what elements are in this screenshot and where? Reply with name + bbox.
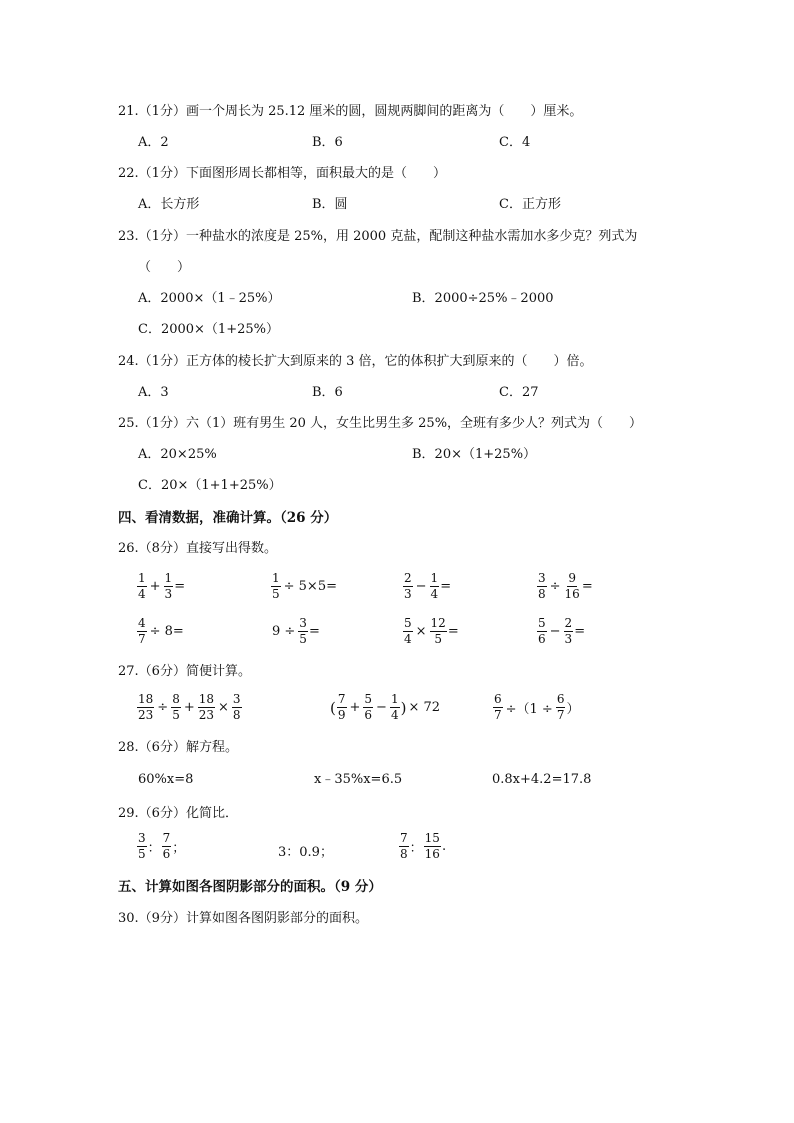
numerator: 12 — [430, 616, 446, 630]
q29-ratio-2: 3：0.9； — [278, 845, 333, 860]
paren: ） — [566, 702, 580, 717]
numerator: 7 — [162, 831, 171, 845]
operator: − — [415, 579, 427, 594]
numerator: 5 — [364, 692, 373, 706]
numerator: 15 — [424, 831, 440, 845]
q29-ratio-1 — [136, 832, 185, 861]
q23-option-c: C．2000×（1+25%） — [138, 322, 279, 337]
fraction — [493, 693, 503, 722]
fraction — [363, 693, 373, 722]
fraction — [390, 693, 400, 722]
q27-expr-3 — [492, 693, 580, 722]
fraction — [232, 693, 242, 722]
q27-expr-2 — [330, 693, 442, 722]
numerator: 3 — [299, 616, 307, 630]
ratio-colon: ： — [409, 841, 423, 856]
denominator: 5 — [299, 632, 307, 646]
fraction — [137, 693, 154, 722]
numerator: 1 — [138, 571, 146, 585]
q22-option-b: B．圆 — [312, 197, 348, 212]
numerator: 9 — [568, 571, 576, 585]
denominator: 8 — [538, 587, 546, 601]
numerator: 1 — [272, 571, 280, 585]
numerator: 1 — [390, 692, 399, 706]
denominator: 7 — [494, 708, 502, 722]
denominator: 3 — [404, 587, 412, 601]
equals: = — [447, 624, 459, 639]
expression-middle: ÷（1 ÷ — [505, 702, 553, 717]
q22-option-c: C．正方形 — [499, 197, 561, 212]
denominator: 4 — [430, 587, 439, 601]
numerator: 2 — [564, 616, 573, 630]
operator: ÷ — [157, 700, 169, 715]
q25-option-c: C．20×（1+1+25%） — [138, 478, 282, 493]
fraction — [271, 572, 281, 601]
q25-option-b: B．20×（1+25%） — [412, 447, 537, 462]
fraction — [298, 617, 308, 646]
fraction — [171, 693, 181, 722]
fraction — [403, 572, 413, 601]
q29-stem: 29.（6分）化简比． — [118, 806, 238, 821]
q24-option-a: A．3 — [138, 385, 169, 400]
fraction — [337, 693, 347, 722]
q21-option-c: C．4 — [499, 135, 531, 150]
section-5-title: 五、计算如图各图阴影部分的面积。（9 分） — [118, 879, 382, 895]
denominator: 9 — [337, 708, 346, 722]
numerator: 3 — [138, 831, 146, 845]
numerator: 2 — [404, 571, 412, 585]
fraction — [198, 693, 215, 722]
denominator: 5 — [272, 587, 280, 601]
denominator: 8 — [232, 708, 241, 722]
q27-expr-1 — [136, 693, 243, 722]
q27-stem: 27.（6分）简便计算。 — [118, 664, 251, 679]
denominator: 3 — [164, 587, 173, 601]
denominator: 5 — [138, 847, 146, 861]
q26-expr-7 — [402, 617, 459, 646]
expression-rest: ÷ 5×5= — [283, 579, 337, 594]
q22-stem: 22.（1分）下面图形周长都相等，面积最大的是（ ） — [118, 166, 446, 181]
fraction — [424, 832, 441, 861]
operator: ÷ — [549, 579, 561, 594]
numerator: 3 — [232, 692, 241, 706]
operator: − — [549, 624, 561, 639]
fraction — [403, 617, 413, 646]
denominator: 3 — [564, 632, 573, 646]
denominator: 23 — [198, 708, 215, 722]
fraction — [164, 572, 174, 601]
numerator: 3 — [538, 571, 546, 585]
q24-stem: 24.（1分）正方体的棱长扩大到原来的 3 倍，它的体积扩大到原来的（ ）倍。 — [118, 354, 593, 369]
equals: = — [174, 579, 186, 594]
fraction — [162, 832, 172, 861]
denominator: 16 — [424, 847, 440, 861]
q24-option-c: C．27 — [499, 385, 539, 400]
q26-expr-8 — [536, 617, 585, 646]
fraction — [556, 693, 566, 722]
fraction — [399, 832, 409, 861]
fraction — [430, 572, 440, 601]
equals: = — [440, 579, 452, 594]
denominator: 4 — [390, 708, 399, 722]
numerator: 7 — [337, 692, 346, 706]
q25-stem: 25.（1分）六（1）班有男生 20 人，女生比男生多 25%，全班有多少人？列式为（ ） — [118, 416, 643, 431]
numerator: 1 — [430, 571, 439, 585]
ratio-colon: ： — [147, 841, 161, 856]
q26-stem: 26.（8分）直接写出得数。 — [118, 541, 277, 556]
denominator: 7 — [138, 632, 146, 646]
fraction — [137, 617, 147, 646]
section-4-title: 四、看清数据，准确计算。（26 分） — [118, 510, 338, 526]
q30-stem: 30.（9分）计算如图各图阴影部分的面积。 — [118, 911, 368, 926]
numerator: 18 — [198, 692, 215, 706]
paren: ( — [330, 698, 336, 717]
numerator: 5 — [538, 616, 546, 630]
expression-prefix: 9 ÷ — [272, 624, 296, 639]
denominator: 6 — [162, 847, 171, 861]
operator: × — [218, 700, 229, 715]
numerator: 4 — [138, 616, 146, 630]
equals: = — [574, 624, 586, 639]
punctuation: . — [441, 839, 447, 854]
q28-equation-2: x﹣35%x=6.5 — [314, 772, 403, 787]
numerator: 6 — [494, 692, 502, 706]
operator: × — [415, 624, 427, 639]
q23-stem-blank: （ ） — [138, 260, 191, 275]
denominator: 4 — [138, 587, 146, 601]
q29-ratio-3 — [398, 832, 446, 861]
denominator: 8 — [400, 847, 408, 861]
fraction — [137, 572, 147, 601]
fraction — [430, 617, 447, 646]
denominator: 4 — [404, 632, 412, 646]
expression-rest: ÷ 8= — [149, 624, 184, 639]
operator: − — [376, 700, 387, 715]
operator: + — [183, 700, 195, 715]
paren: ) — [400, 698, 407, 717]
q23-option-a: A．2000×（1﹣25%） — [138, 291, 281, 306]
denominator: 5 — [172, 708, 180, 722]
q26-expr-6 — [270, 617, 320, 646]
denominator: 5 — [434, 632, 442, 646]
fraction — [537, 572, 547, 601]
q26-expr-2 — [270, 572, 339, 601]
numerator: 5 — [404, 616, 412, 630]
equals: = — [308, 624, 320, 639]
denominator: 23 — [138, 708, 154, 722]
q26-expr-5 — [136, 617, 186, 646]
denominator: 6 — [364, 708, 373, 722]
q25-option-a: A．20×25% — [138, 447, 217, 462]
q28-equation-1: 60%x=8 — [138, 772, 194, 787]
q28-equation-3: 0.8x+4.2=17.8 — [492, 772, 592, 787]
q28-stem: 28.（6分）解方程。 — [118, 740, 238, 755]
q21-option-b: B．6 — [312, 135, 343, 150]
q23-option-b: B．2000÷25%﹣2000 — [412, 291, 554, 306]
fraction — [564, 617, 574, 646]
fraction — [564, 572, 581, 601]
numerator: 7 — [400, 831, 408, 845]
operator: + — [349, 700, 361, 715]
denominator: 6 — [538, 632, 546, 646]
numerator: 8 — [172, 692, 180, 706]
numerator: 18 — [138, 692, 154, 706]
operator: + — [149, 579, 161, 594]
numerator: 6 — [556, 692, 565, 706]
equals: = — [581, 579, 593, 594]
q21-stem: 21.（1分）画一个周长为 25.12 厘米的圆，圆规两脚间的距离为（ ）厘米。 — [118, 104, 583, 119]
q26-expr-4 — [536, 572, 593, 601]
denominator: 16 — [564, 587, 580, 601]
q26-expr-1 — [136, 572, 185, 601]
fraction — [537, 617, 547, 646]
q21-option-a: A．2 — [138, 135, 169, 150]
numerator: 1 — [164, 571, 173, 585]
q23-stem: 23.（1分）一种盐水的浓度是 25%，用 2000 克盐，配制这种盐水需加水多少克？列式为 — [118, 229, 638, 244]
fraction — [137, 832, 147, 861]
expression-rest: × 72 — [408, 700, 441, 715]
punctuation: ； — [172, 841, 186, 856]
q22-option-a: A．长方形 — [138, 197, 200, 212]
q24-option-b: B．6 — [312, 385, 343, 400]
denominator: 7 — [556, 708, 565, 722]
q26-expr-3 — [402, 572, 451, 601]
